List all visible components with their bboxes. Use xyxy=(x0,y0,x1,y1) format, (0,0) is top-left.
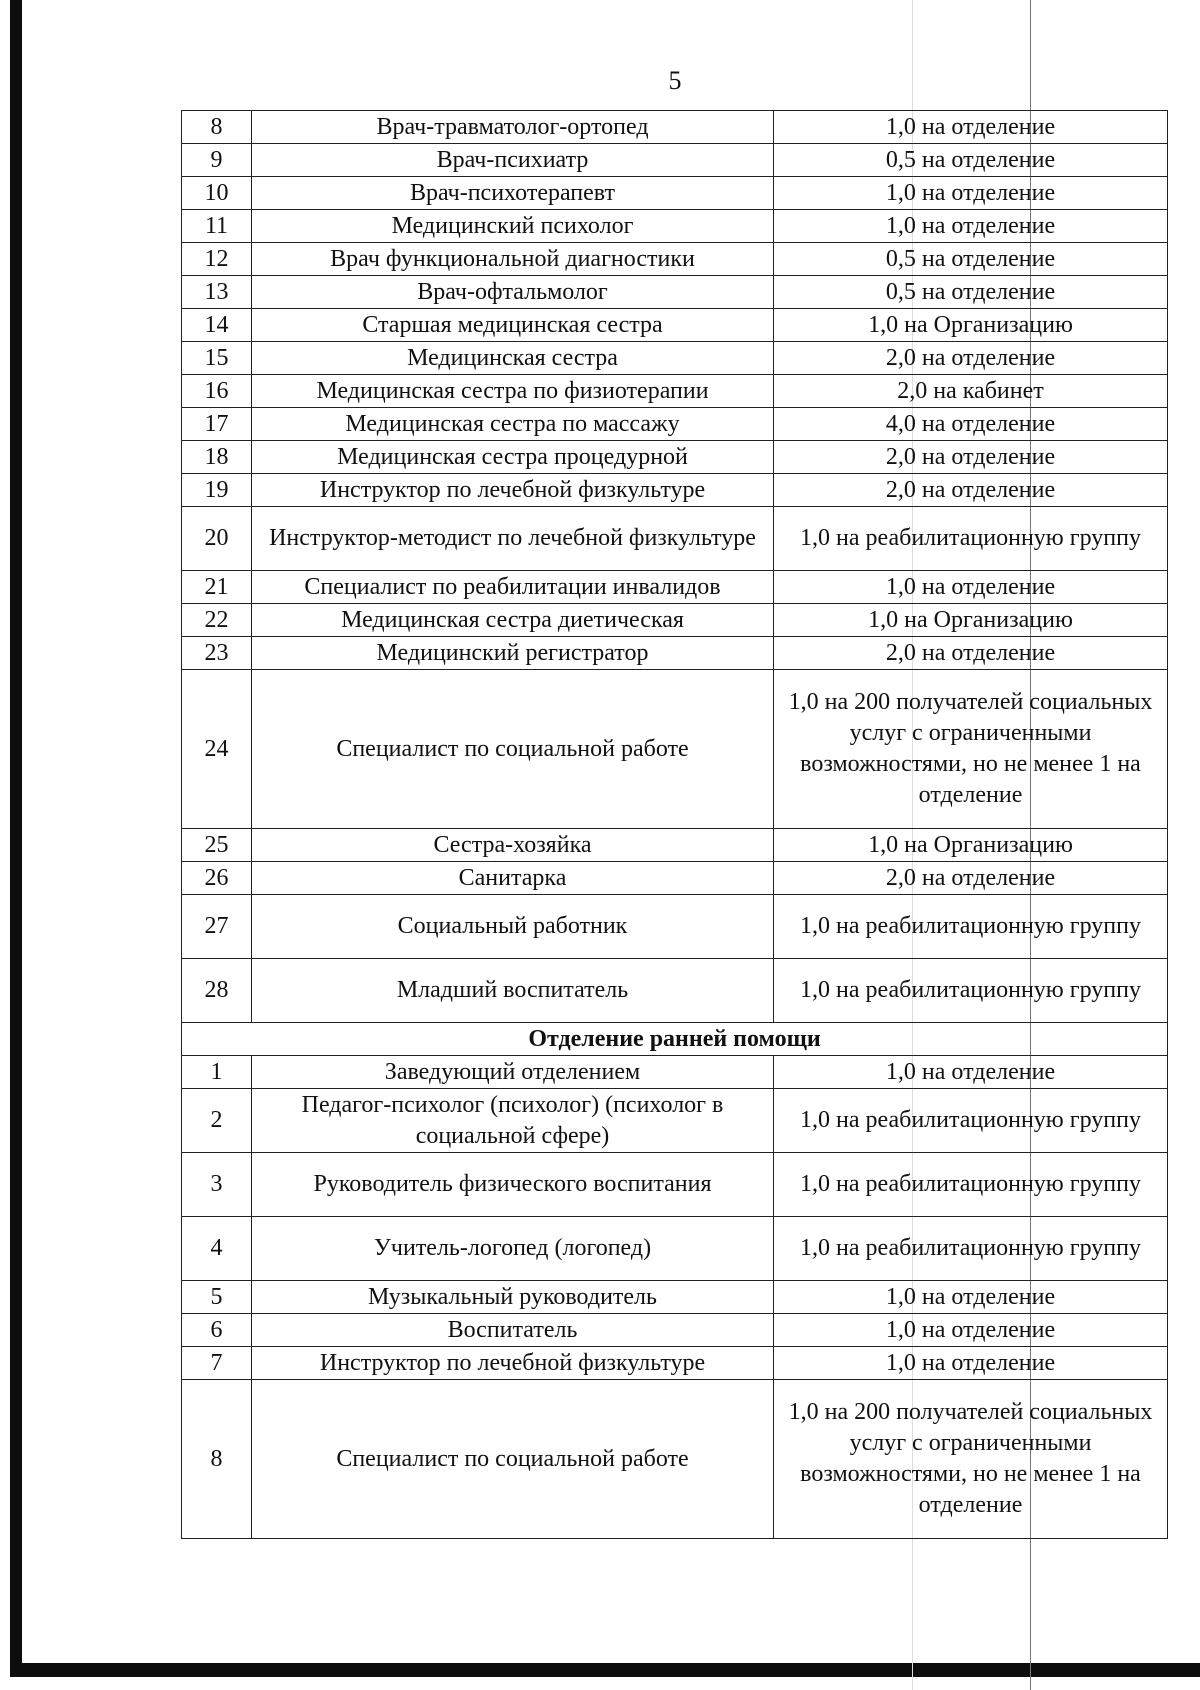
norm-cell: 2,0 на кабинет xyxy=(774,375,1168,408)
norm-cell: 1,0 на отделение xyxy=(774,177,1168,210)
norm-cell: 1,0 на Организацию xyxy=(774,309,1168,342)
row-number-cell: 25 xyxy=(182,829,252,862)
table-row xyxy=(182,375,1168,408)
position-cell: Специалист по социальной работе xyxy=(252,670,774,829)
position-cell: Медицинский регистратор xyxy=(252,637,774,670)
norm-cell: 1,0 на отделение xyxy=(774,111,1168,144)
row-number-cell: 18 xyxy=(182,441,252,474)
row-number-cell: 9 xyxy=(182,144,252,177)
table-row xyxy=(182,1153,1168,1217)
table-row xyxy=(182,571,1168,604)
norm-cell: 1,0 на отделение xyxy=(774,571,1168,604)
table-row xyxy=(182,1380,1168,1539)
position-cell: Руководитель физического воспитания xyxy=(252,1153,774,1217)
position-cell: Медицинская сестра по массажу xyxy=(252,408,774,441)
table-row xyxy=(182,474,1168,507)
norm-cell: 0,5 на отделение xyxy=(774,276,1168,309)
position-cell: Медицинская сестра процедурной xyxy=(252,441,774,474)
table-row xyxy=(182,342,1168,375)
table-row xyxy=(182,507,1168,571)
row-number-cell: 8 xyxy=(182,111,252,144)
position-cell: Старшая медицинская сестра xyxy=(252,309,774,342)
row-number-cell: 10 xyxy=(182,177,252,210)
table-row xyxy=(182,1089,1168,1153)
table-row xyxy=(182,1314,1168,1347)
table-row xyxy=(182,1281,1168,1314)
scan-edge-bottom xyxy=(10,1663,1200,1677)
page-number: 5 xyxy=(668,66,682,95)
norm-cell: 1,0 на Организацию xyxy=(774,829,1168,862)
table-row xyxy=(182,895,1168,959)
table-row xyxy=(182,1056,1168,1089)
staffing-table-body-bottom xyxy=(182,1056,1168,1539)
staffing-table xyxy=(181,110,1168,1539)
position-cell: Санитарка xyxy=(252,862,774,895)
table-row xyxy=(182,441,1168,474)
norm-cell: 1,0 на 200 получателей социальных услуг с ограниченными возможностями, но не менее 1 на отделение xyxy=(774,670,1168,829)
norm-cell: 1,0 на реабилитационную группу xyxy=(774,1217,1168,1281)
norm-cell: 1,0 на реабилитационную группу xyxy=(774,895,1168,959)
row-number-cell: 17 xyxy=(182,408,252,441)
staffing-table-body-top xyxy=(182,111,1168,1023)
position-cell: Специалист по реабилитации инвалидов xyxy=(252,571,774,604)
position-cell: Врач-психотерапевт xyxy=(252,177,774,210)
section-title: Отделение ранней помощи xyxy=(182,1023,1168,1056)
table-row xyxy=(182,1347,1168,1380)
norm-cell: 1,0 на отделение xyxy=(774,1347,1168,1380)
row-number-cell: 11 xyxy=(182,210,252,243)
position-cell: Инструктор-методист по лечебной физкультуре xyxy=(252,507,774,571)
table-row xyxy=(182,111,1168,144)
table-row xyxy=(182,829,1168,862)
table-row xyxy=(182,1217,1168,1281)
norm-cell: 1,0 на реабилитационную группу xyxy=(774,1089,1168,1153)
table-row xyxy=(182,309,1168,342)
table-row xyxy=(182,144,1168,177)
row-number-cell: 27 xyxy=(182,895,252,959)
scan-edge-left xyxy=(10,0,22,1675)
row-number-cell: 21 xyxy=(182,571,252,604)
position-cell: Воспитатель xyxy=(252,1314,774,1347)
position-cell: Младший воспитатель xyxy=(252,959,774,1023)
position-cell: Учитель-логопед (логопед) xyxy=(252,1217,774,1281)
table-row xyxy=(182,670,1168,829)
position-cell: Музыкальный руководитель xyxy=(252,1281,774,1314)
norm-cell: 0,5 на отделение xyxy=(774,144,1168,177)
position-cell: Врач-психиатр xyxy=(252,144,774,177)
position-cell: Сестра-хозяйка xyxy=(252,829,774,862)
row-number-cell: 26 xyxy=(182,862,252,895)
norm-cell: 2,0 на отделение xyxy=(774,862,1168,895)
row-number-cell: 7 xyxy=(182,1347,252,1380)
position-cell: Социальный работник xyxy=(252,895,774,959)
row-number-cell: 22 xyxy=(182,604,252,637)
norm-cell: 0,5 на отделение xyxy=(774,243,1168,276)
table-row xyxy=(182,177,1168,210)
staffing-table-section xyxy=(182,1023,1168,1056)
table-row xyxy=(182,243,1168,276)
row-number-cell: 12 xyxy=(182,243,252,276)
norm-cell: 1,0 на реабилитационную группу xyxy=(774,959,1168,1023)
norm-cell: 2,0 на отделение xyxy=(774,637,1168,670)
row-number-cell: 13 xyxy=(182,276,252,309)
row-number-cell: 14 xyxy=(182,309,252,342)
row-number-cell: 20 xyxy=(182,507,252,571)
position-cell: Инструктор по лечебной физкультуре xyxy=(252,474,774,507)
row-number-cell: 23 xyxy=(182,637,252,670)
row-number-cell: 1 xyxy=(182,1056,252,1089)
row-number-cell: 8 xyxy=(182,1380,252,1539)
table-row xyxy=(182,408,1168,441)
norm-cell: 1,0 на отделение xyxy=(774,1314,1168,1347)
row-number-cell: 16 xyxy=(182,375,252,408)
norm-cell: 1,0 на реабилитационную группу xyxy=(774,1153,1168,1217)
row-number-cell: 6 xyxy=(182,1314,252,1347)
table-row xyxy=(182,862,1168,895)
position-cell: Медицинский психолог xyxy=(252,210,774,243)
norm-cell: 1,0 на 200 получателей социальных услуг с ограниченными возможностями, но не менее 1 на отделение xyxy=(774,1380,1168,1539)
section-header-row xyxy=(182,1023,1168,1056)
norm-cell: 1,0 на реабилитационную группу xyxy=(774,507,1168,571)
position-cell: Специалист по социальной работе xyxy=(252,1380,774,1539)
norm-cell: 1,0 на отделение xyxy=(774,210,1168,243)
row-number-cell: 15 xyxy=(182,342,252,375)
norm-cell: 1,0 на отделение xyxy=(774,1281,1168,1314)
row-number-cell: 2 xyxy=(182,1089,252,1153)
row-number-cell: 19 xyxy=(182,474,252,507)
norm-cell: 2,0 на отделение xyxy=(774,474,1168,507)
norm-cell: 1,0 на Организацию xyxy=(774,604,1168,637)
position-cell: Медицинская сестра xyxy=(252,342,774,375)
row-number-cell: 5 xyxy=(182,1281,252,1314)
norm-cell: 1,0 на отделение xyxy=(774,1056,1168,1089)
table-row xyxy=(182,276,1168,309)
position-cell: Заведующий отделением xyxy=(252,1056,774,1089)
norm-cell: 4,0 на отделение xyxy=(774,408,1168,441)
row-number-cell: 24 xyxy=(182,670,252,829)
position-cell: Врач функциональной диагностики xyxy=(252,243,774,276)
table-row xyxy=(182,210,1168,243)
row-number-cell: 3 xyxy=(182,1153,252,1217)
table-row xyxy=(182,959,1168,1023)
norm-cell: 2,0 на отделение xyxy=(774,441,1168,474)
position-cell: Педагог-психолог (психолог) (психолог в социальной сфере) xyxy=(252,1089,774,1153)
position-cell: Врач-офтальмолог xyxy=(252,276,774,309)
table-row xyxy=(182,604,1168,637)
row-number-cell: 4 xyxy=(182,1217,252,1281)
position-cell: Инструктор по лечебной физкультуре xyxy=(252,1347,774,1380)
norm-cell: 2,0 на отделение xyxy=(774,342,1168,375)
position-cell: Врач-травматолог-ортопед xyxy=(252,111,774,144)
position-cell: Медицинская сестра по физиотерапии xyxy=(252,375,774,408)
row-number-cell: 28 xyxy=(182,959,252,1023)
table-row xyxy=(182,637,1168,670)
position-cell: Медицинская сестра диетическая xyxy=(252,604,774,637)
